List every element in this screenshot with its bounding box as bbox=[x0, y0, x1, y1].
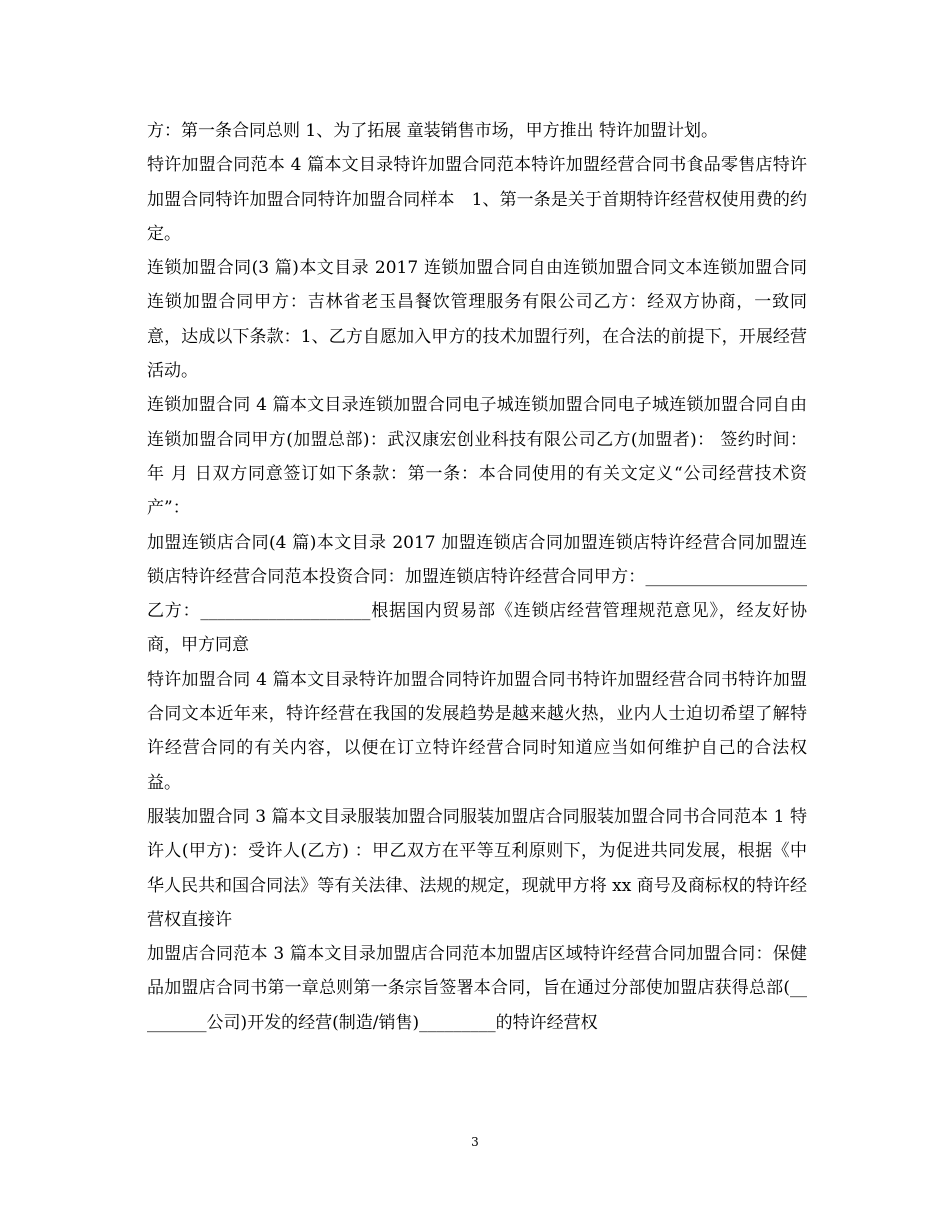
paragraph: 特许加盟合同范本 4 篇本文目录特许加盟合同范本特许加盟经营合同书食品零售店特许加盟合同特许加盟合同特许加盟合同样本 1、第一条是关于首期特许经营权使用费的约定。 bbox=[147, 155, 807, 244]
page-number: 3 bbox=[471, 1135, 479, 1149]
document-body bbox=[147, 114, 807, 1040]
paragraph: 特许加盟合同 4 篇本文目录特许加盟合同特许加盟合同书特许加盟经营合同书特许加盟合同文本近年来，特许经营在我国的发展趋势是越来越火热，业内人士迫切希望了解特许经营合同的有关内容，以便在订立特许经营合同时知道应当如何维护自己的合法权益。 bbox=[147, 669, 807, 793]
paragraph: 加盟店合同范本 3 篇本文目录加盟店合同范本加盟店区域特许经营合同加盟合同：保健品加盟店合同书第一章总则第一条宗旨签署本合同，旨在通过分部使加盟店获得总部(_________公司)开发的经营(制造/销售)_________的特许经营权 bbox=[147, 944, 807, 1033]
paragraph: 服装加盟合同 3 篇本文目录服装加盟合同服装加盟店合同服装加盟合同书合同范本 1 特许人(甲方)：受许人(乙方) ：甲乙双方在平等互利原则下，为促进共同发展，根据《中华人民共和国合同法》等有关法律、法规的规定，现就甲方将 xx 商号及商标权的特许经营权直接许 bbox=[147, 806, 807, 930]
paragraph: 连锁加盟合同 4 篇本文目录连锁加盟合同电子城连锁加盟合同电子城连锁加盟合同自由连锁加盟合同甲方(加盟总部)：武汉康宏创业科技有限公司乙方(加盟者)： 签约时间： 年 月 日双方同意签订如下条款：第一条：本合同使用的有关文定义“公司经营技术资产”： bbox=[147, 395, 807, 519]
paragraph: 加盟连锁店合同(4 篇)本文目录 2017 加盟连锁店合同加盟连锁店特许经营合同加盟连锁店特许经营合同范本投资合同：加盟连锁店特许经营合同甲方：___________________乙方：____________________根据国内贸易部《连锁店经营管理规范意见》，经友好协商，甲方同意 bbox=[147, 532, 807, 656]
paragraph: 连锁加盟合同(3 篇)本文目录 2017 连锁加盟合同自由连锁加盟合同文本连锁加盟合同连锁加盟合同甲方：吉林省老玉昌餐饮管理服务有限公司乙方：经双方协商，一致同意，达成以下条款：1、乙方自愿加入甲方的技术加盟行列，在合法的前提下，开展经营活动。 bbox=[147, 258, 807, 382]
paragraph: 方：第一条合同总则 1、为了拓展 童装销售市场，甲方推出 特许加盟计划。 bbox=[147, 121, 719, 141]
